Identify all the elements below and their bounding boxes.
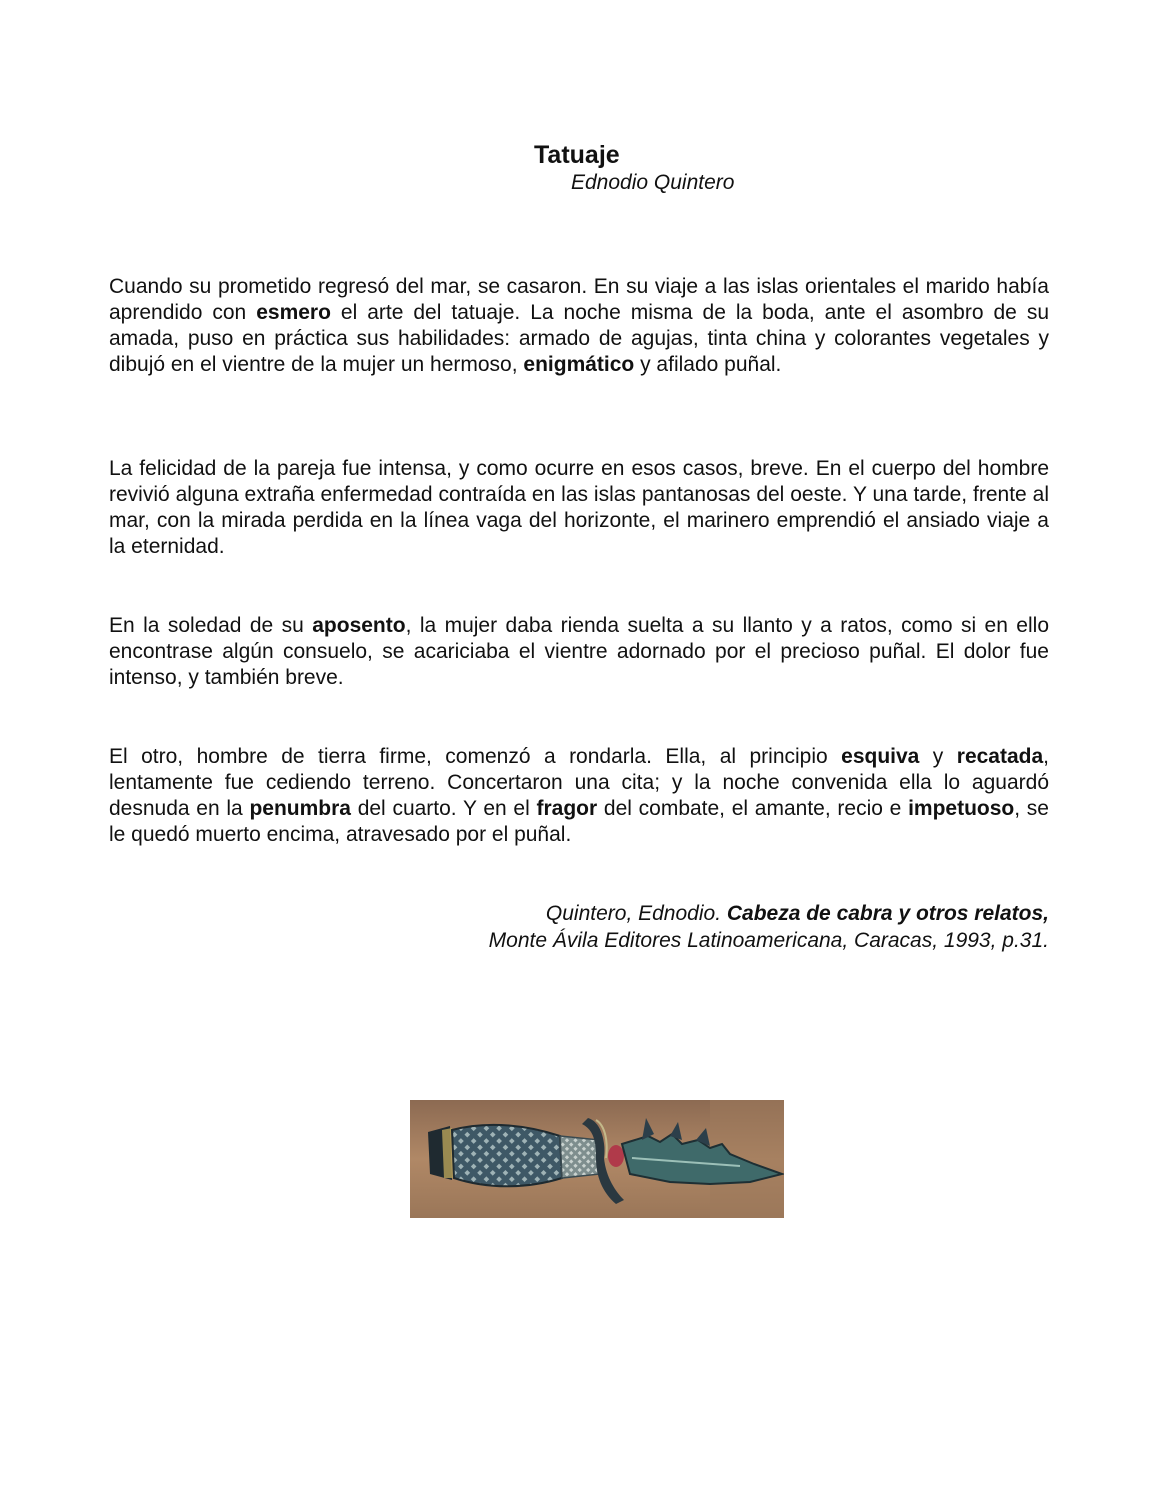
bold-word-esmero: esmero — [256, 301, 331, 324]
bold-word-penumbra: penumbra — [249, 797, 351, 820]
bold-word-aposento: aposento — [312, 614, 406, 637]
paragraph-4-text-2: y — [919, 745, 957, 768]
citation-comma: , — [1043, 902, 1049, 925]
document-author: Ednodio Quintero — [571, 171, 735, 194]
bold-word-esquiva: esquiva — [841, 745, 920, 768]
paragraph-4-text-1: El otro, hombre de tierra firme, comenzó a rondarla. Ella, al principio — [109, 745, 842, 768]
bold-word-impetuoso: impetuoso — [908, 797, 1015, 820]
bold-word-fragor: fragor — [536, 797, 598, 820]
dagger-tattoo-image — [410, 1100, 784, 1218]
paragraph-4-text-5: del combate, el amante, recio e — [597, 797, 909, 820]
dagger-tattoo-icon — [410, 1100, 784, 1218]
paragraph-4 — [109, 744, 1049, 848]
paragraph-2-text-1: La felicidad de la pareja fue intensa, y como ocurre en esos casos, breve. En el cuerpo del hombre revivió alguna extraña enfermedad contraída en las islas pantanosas del oeste. Y una tarde, frente al mar, con la mirada perdida en la línea vaga del horizonte, el marinero emprendió el ansiado viaje a la eternidad. — [109, 457, 1049, 558]
citation-author: Quintero, Ednodio. — [545, 902, 727, 925]
bold-word-enigmatico: enigmático — [523, 353, 635, 376]
paragraph-3 — [109, 613, 1049, 691]
paragraph-4-text-4: del cuarto. Y en el — [350, 797, 537, 820]
paragraph-1-text-2: el arte del tatuaje. La noche misma de la boda, ante el asombro de su amada, puso en práctica sus habilidades: armado de agujas, tinta china y colorantes vegetales y dibujó en el vientre de la mujer un hermoso, — [109, 301, 1049, 376]
citation-book-title: Cabeza de cabra y otros relatos — [726, 902, 1044, 925]
document-title: Tatuaje — [534, 141, 620, 169]
paragraph-2 — [109, 456, 1049, 560]
citation-line-1 — [489, 900, 1049, 927]
paragraph-4-text-6: , se le quedó muerto encima, atravesado por el puñal. — [109, 797, 1049, 846]
citation-publisher: Monte Ávila Editores Latinoamericana, Caracas, 1993, p.31. — [488, 929, 1049, 952]
paragraph-3-text-2: , la mujer daba rienda suelta a su llanto y a ratos, como si en ello encontrase algún consuelo, se acariciaba el vientre adornado por el precioso puñal. El dolor fue intenso, y también breve. — [109, 614, 1049, 689]
paragraph-1-text-3: y afilado puñal. — [634, 353, 782, 376]
paragraph-1-text-1: Cuando su prometido regresó del mar, se casaron. En su viaje a las islas orientales el marido había aprendido con — [109, 275, 1049, 324]
paragraph-3-text-1: En la soledad de su — [109, 614, 313, 637]
citation — [489, 900, 1049, 954]
paragraph-1 — [109, 274, 1049, 378]
bold-word-recatada: recatada — [956, 745, 1044, 768]
paragraph-4-text-3: , lentamente fue cediendo terreno. Concertaron una cita; y la noche convenida ella lo aguardó desnuda en la — [109, 745, 1049, 820]
